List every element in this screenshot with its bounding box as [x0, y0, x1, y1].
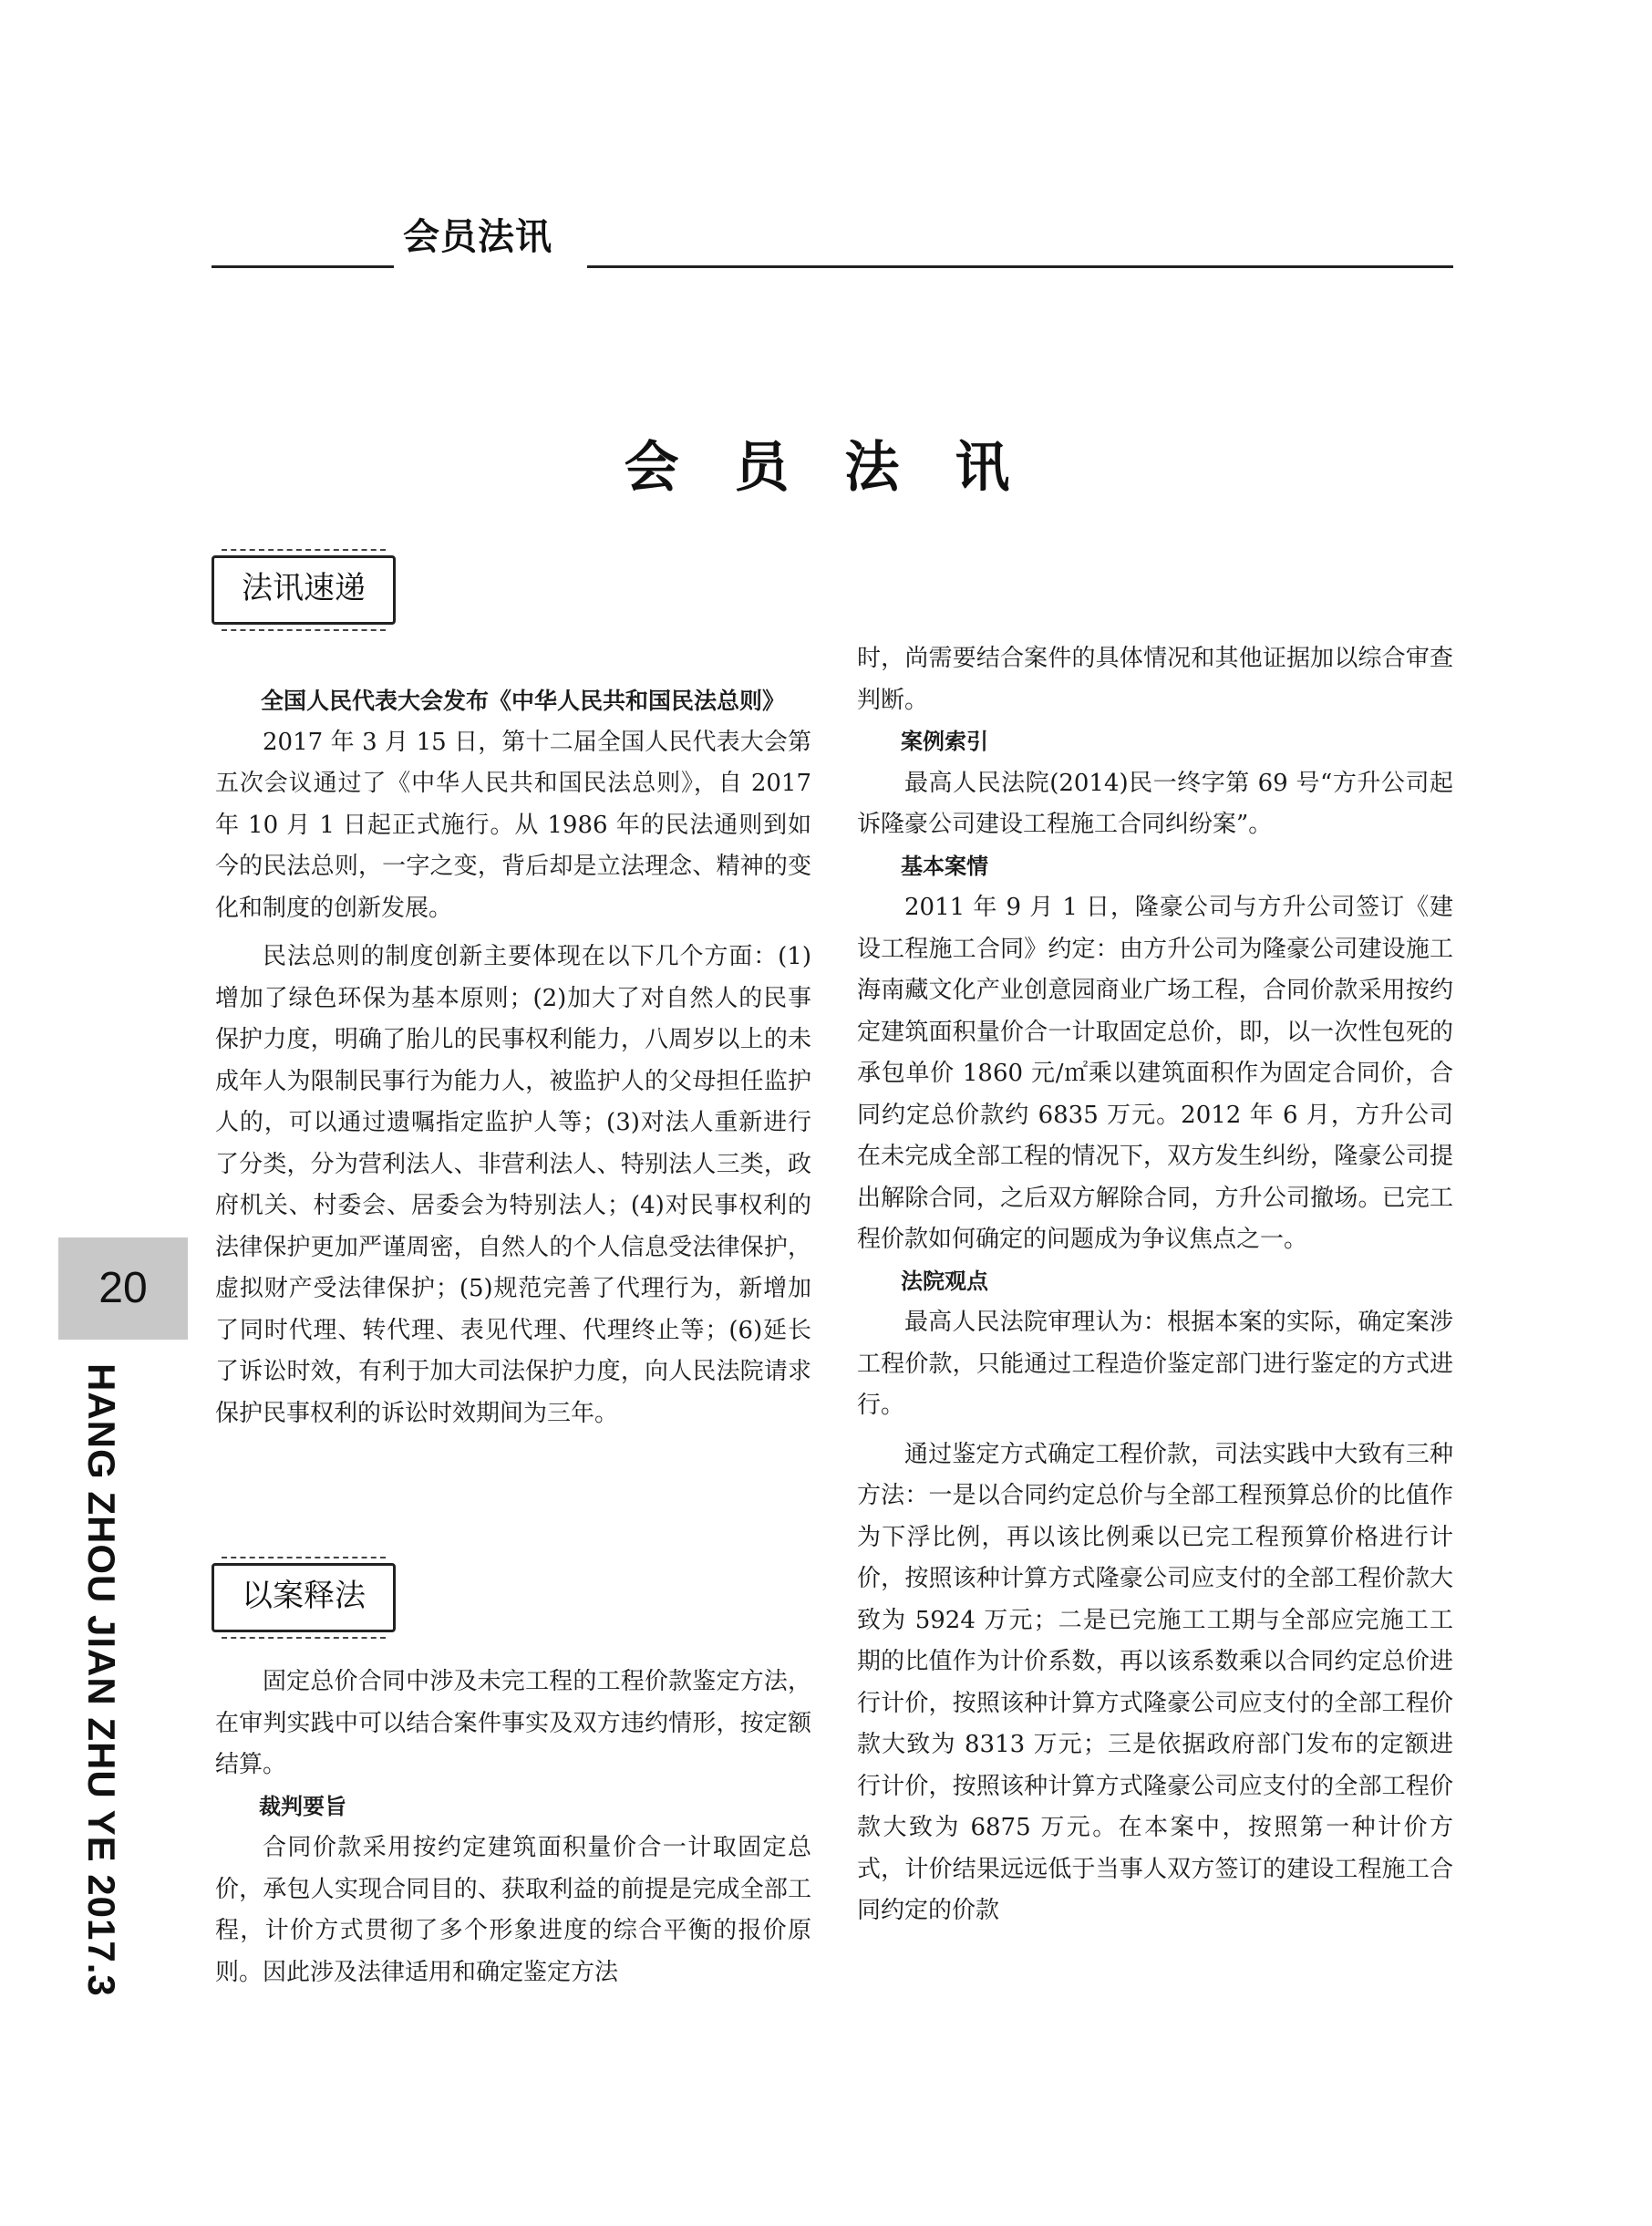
subheading: 裁判要旨 — [259, 1793, 346, 1819]
right-column — [857, 638, 1453, 1932]
paragraph: 最高人民法院(2014)民一终字第 69 号“方升公司起诉隆豪公司建设工程施工合同纠纷案”。 — [857, 769, 1453, 838]
paragraph: 通过鉴定方式确定工程价款，司法实践中大致有三种方法：一是以合同约定总价与全部工程预算总价的比值作为下浮比例，再以该比例乘以已完工程预算价格进行计价，按照该种计算方式隆豪公司应支付的全部工程价款大致为 5924 万元；二是已完施工工期与全部应完施工工期的比值作为计价系数，再以该系数乘以合同约定总价进行计价，按照该种计算方式隆豪公司应支付的全部工程价款大致为 8313 万元；三是依据政府部门发布的定额进行计价，按照该种计算方式隆豪公司应支付的全部工程价款大致为 6875 万元。在本案中，按照第一种计价方式，计价结果远远低于当事人双方签订的建设工程施工合同约定的价款 — [857, 1440, 1453, 1924]
section-label-news: 法讯速递 — [212, 555, 396, 625]
left-column-case — [215, 1662, 811, 1993]
paragraph: 合同价款采用按约定建筑面积量价合一计取固定总价，承包人实现合同目的、获取利益的前提是完成全部工程，计价方式贯彻了多个形象进度的综合平衡的报价原则。因此涉及法律适用和确定鉴定方法 — [215, 1834, 811, 1986]
page-number: 20 — [58, 1237, 188, 1340]
section-label-case: 以案释法 — [212, 1563, 396, 1632]
paragraph: 2017 年 3 月 15 日，第十二届全国人民代表大会第五次会议通过了《中华人民共和国民法总则》，自 2017 年 10 月 1 日起正式施行。从 1986 年的民法通则到如今的民法总则，一字之变，背后却是立法理念、精神的变化和制度的创新发展。 — [215, 728, 811, 922]
header-rule-right — [587, 265, 1453, 268]
page-title: 会 员 法 讯 — [624, 436, 1028, 500]
running-header — [212, 208, 1453, 272]
journal-name: HANG ZHOU JIAN ZHU YE 2017.3 — [80, 1363, 123, 1997]
paragraph: 最高人民法院审理认为：根据本案的实际，确定案涉工程价款，只能通过工程造价鉴定部门进行鉴定的方式进行。 — [857, 1309, 1453, 1419]
paragraph: 民法总则的制度创新主要体现在以下几个方面：(1)增加了绿色环保为基本原则；(2)加大了对自然人的民事保护力度，明确了胎儿的民事权利能力，八周岁以上的未成年人为限制民事行为能力人，被监护人的父母担任监护人的，可以通过遗嘱指定监护人等；(3)对法人重新进行了分类，分为营利法人、非营利法人、特别法人三类，政府机关、村委会、居委会为特别法人；(4)对民事权利的法律保护更加严谨周密，自然人的个人信息受法律保护，虚拟财产受法律保护；(5)规范完善了代理行为，新增加了同时代理、转代理、表见代理、代理终止等；(6)延长了诉讼时效，有利于加大司法保护力度，向人民法院请求保护民事权利的诉讼时效期间为三年。 — [215, 943, 811, 1427]
paragraph: 2011 年 9 月 1 日，隆豪公司与方升公司签订《建设工程施工合同》约定：由方升公司为隆豪公司建设施工海南藏文化产业创意园商业广场工程，合同价款采用按约定建筑面积量价合一计取固定总价，即，以一次性包死的承包单价 1860 元/㎡乘以建筑面积作为固定合同价，合同约定总价款约 6835 万元。2012 年 6 月，方升公司在未完成全部工程的情况下，双方发生纠纷，隆豪公司提出解除合同，之后双方解除合同，方升公司撤场。已完工程价款如何确定的问题成为争议焦点之一。 — [857, 894, 1453, 1253]
paragraph: 固定总价合同中涉及未完工程的工程价款鉴定方法，在审判实践中可以结合案件事实及双方违约情形，按定额结算。 — [215, 1668, 811, 1778]
subheading: 法院观点 — [901, 1268, 988, 1294]
subheading: 基本案情 — [901, 853, 988, 879]
paragraph: 时，尚需要结合案件的具体情况和其他证据加以综合审查判断。 — [857, 645, 1453, 714]
header-rule-left — [212, 265, 394, 268]
left-column-news — [215, 680, 811, 1434]
article-headline: 全国人民代表大会发布《中华人民共和国民法总则》 — [261, 688, 786, 714]
header-title: 会员法讯 — [403, 216, 552, 258]
subheading: 案例索引 — [901, 729, 988, 754]
